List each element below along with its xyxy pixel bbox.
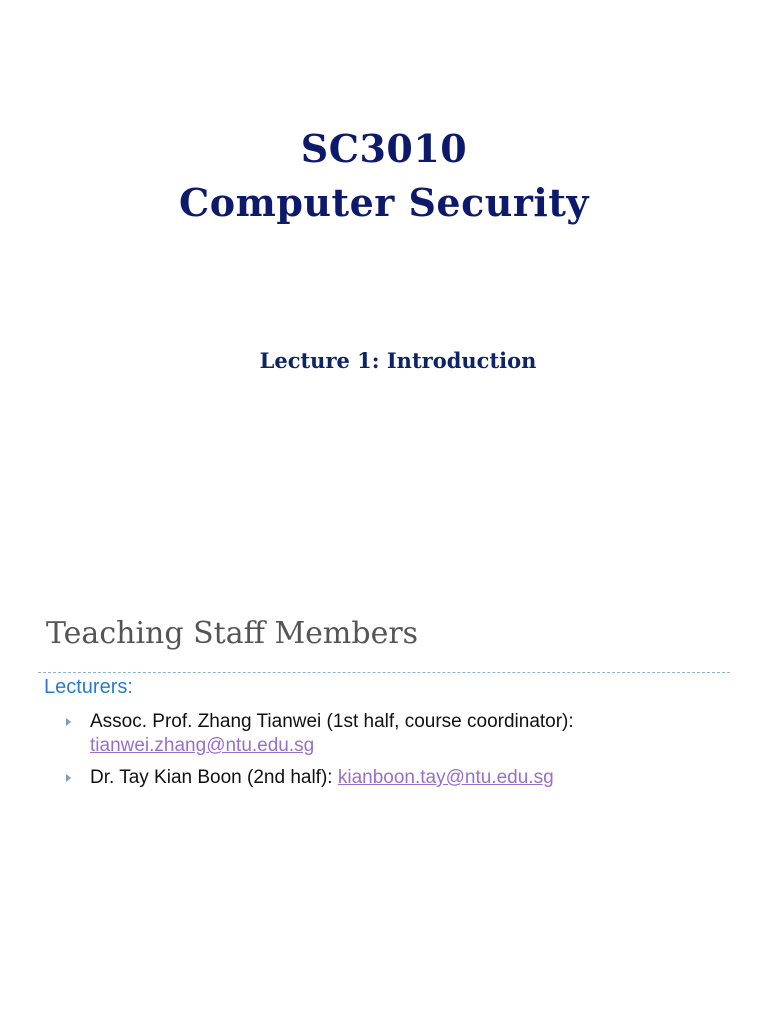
lecturer-item <box>66 766 746 790</box>
lecturer-list <box>66 710 746 790</box>
lecturer-description: Assoc. Prof. Zhang Tianwei (1st half, course coordinator): <box>90 711 574 732</box>
staff-slide <box>0 600 768 1024</box>
slide-heading: Teaching Staff Members <box>46 616 419 651</box>
triangle-bullet-icon <box>66 774 71 782</box>
course-code: SC3010 <box>300 126 468 171</box>
lecturer-description: Dr. Tay Kian Boon (2nd half): <box>90 767 338 788</box>
course-name: Computer Security <box>179 180 589 225</box>
triangle-bullet-icon <box>66 718 71 726</box>
lecturer-item <box>66 710 746 758</box>
lecture-subtitle: Lecture 1: Introduction <box>259 348 537 373</box>
lecturers-label: Lecturers: <box>44 676 133 698</box>
heading-divider <box>38 672 730 673</box>
lecturer-email-link[interactable]: tianwei.zhang@ntu.edu.sg <box>90 735 315 756</box>
lecturer-email-link[interactable]: kianboon.tay@ntu.edu.sg <box>337 767 554 788</box>
